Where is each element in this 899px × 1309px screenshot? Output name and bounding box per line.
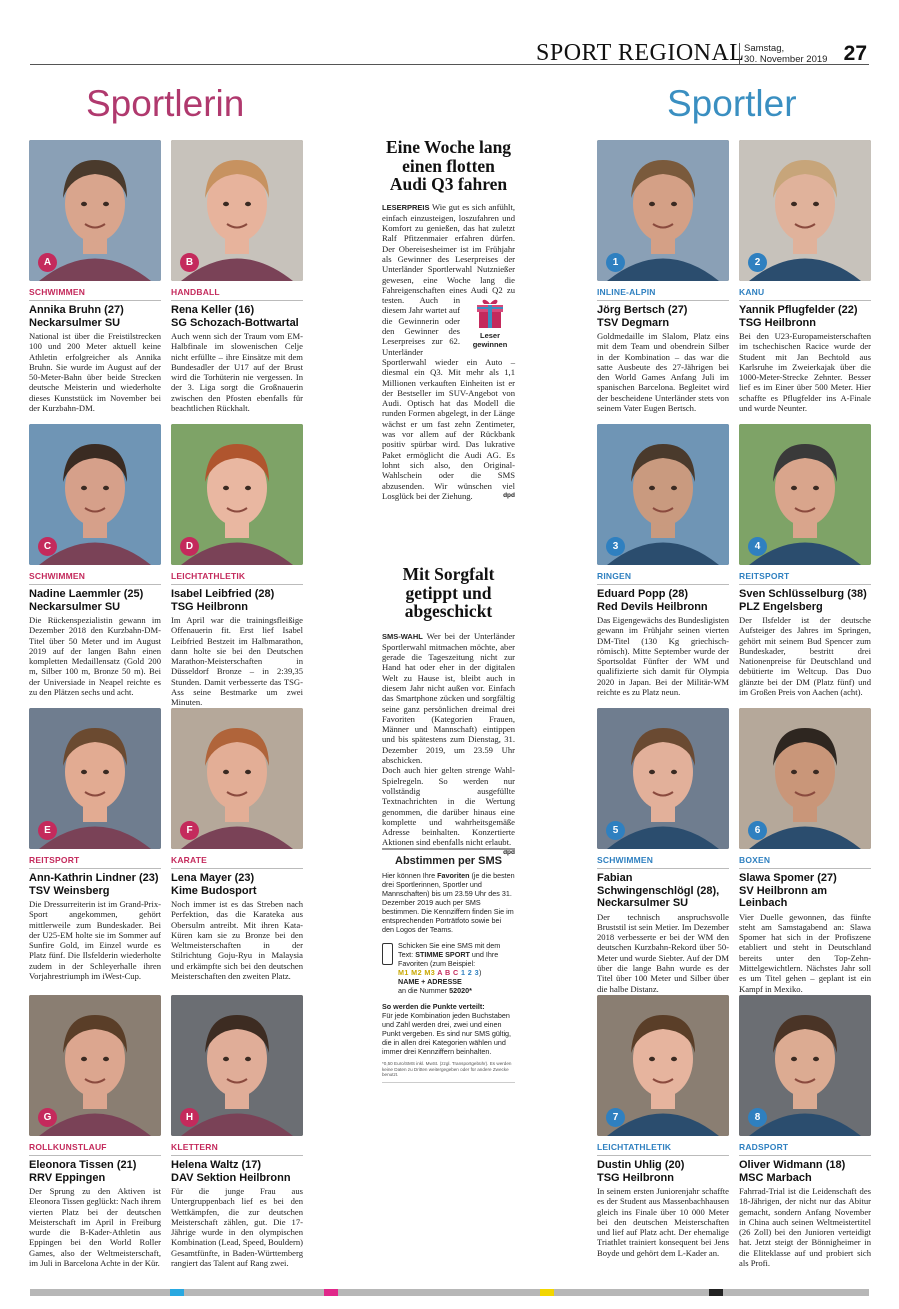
athlete-name: Yannik Pflugfelder (22) [739, 304, 858, 316]
sport-label: LEICHTATHLETIK [597, 1142, 729, 1156]
athlete-photo [29, 424, 161, 565]
athlete-bio: Fahrrad-Trial ist die Leidenschaft des 18-Jährigen, der nicht nur das Abitur gemacht, sondern Anfang November in China auch seinen Weltmeistertitel (26 Zoll) bei den Junioren verteidigt hat. Jetzt steigt der Bönnigheimer in die Eliteklasse auf und probiert sich als Profi. [739, 1186, 871, 1269]
sms-steps [382, 941, 515, 995]
athlete-card [597, 708, 729, 994]
gift-graphic [465, 297, 515, 349]
athlete-name: Fabian Schwingenschlögl (28), Neckarsulmer SU [597, 872, 720, 909]
codes-teams: 1 2 3 [461, 968, 480, 977]
athlete-photo [597, 424, 729, 565]
athlete-name: Nadine Laemmler (25) [29, 588, 144, 600]
athlete-photo [597, 140, 729, 281]
athlete-club: TSG Heilbronn [597, 1171, 674, 1184]
athlete-bio: National ist über die Freistilstrecken 100 und 200 Meter aktuell keine Athletin erfolgreicher als Annika Bruhn. Sie wurde im August auf der 50-Meter-Bahn über beide Strecken deutsche Meisterin und wiederholte dieses Kunststück im November bei der Kurzbahn-DM. [29, 331, 161, 414]
athlete-bio: In seinem ersten Juniorenjahr schaffte es der Student aus Massenbachhausen gleich ins Finale über 10 000 Meter bei den deutschen Meisterschaften und lief auf Platz acht. Der ehemalige Triathlet trainiert konsequent bei Jens Boyde und gehört dem L-Kader an. [597, 1186, 729, 1258]
athlete-club: RRV Eppingen [29, 1171, 106, 1184]
athlete-photo [29, 708, 161, 849]
candidate-badge: B [180, 253, 199, 272]
athlete-name: Lena Mayer (23) [171, 872, 255, 884]
candidate-badge: 4 [748, 537, 767, 556]
candidate-badge: 8 [748, 1108, 767, 1127]
athlete-bio: Der technisch anspruchsvolle Bruststil ist sein Metier. Im Dezember 2018 verbesserte er bei der WM den deutschen Kurzbahn-Rekord über 50-Meter und wurde Siebter. Auf der DM über die lange Bahn wurde es der Titel über 100 Meter und Silber über die halbe Distanz. [597, 911, 729, 994]
article-leserpreis [382, 138, 515, 501]
candidate-badge: E [38, 821, 57, 840]
sms-step1: Schicken Sie eine SMS mit dem Text: [398, 941, 501, 959]
sport-label: SCHWIMMEN [597, 855, 729, 869]
article-signature: dpd [503, 491, 515, 499]
article-text-b: Doch auch hier gelten strenge Wahl-Spielregeln. So werden nur vollständig ausgefüllte Textnachrichten in die Wertung genommen, die darüber hinaus eine komplette und wahrheitsgemäße Adresse beinhalten. Konzertierte Aktionen sind ebenfalls nicht erlaubt. [382, 765, 515, 848]
sport-label: ROLLKUNSTLAUF [29, 1142, 161, 1156]
athlete-club: TSG Heilbronn [739, 316, 816, 329]
athlete-bio: Die Rückenspezialistin gewann im Dezember 2018 den Kurzbahn-DM-Titel über 50 Meter und im August 2019 auf der langen Bahn einen kompletten Medaillensatz (Gold 200 m, Silber 100 m, Bronze 50 m). Bei der Universiade in Neapel reichte es zu den Plätzen sechs und acht. [29, 615, 161, 698]
athlete-bio: Vier Duelle gewonnen, das fünfte steht am Samstagabend an: Slawa Spomer hat sich in der Profiszene etabliert und steht in Deutschland bereits unter den Top-Zehn-Mittelgewichtlern. Nächstes Jahr soll es um Titel gehen – geplant ist ein Kampf in Mexiko. [739, 911, 871, 994]
sms-number-label: an die Nummer [398, 986, 450, 995]
athlete-photo [171, 708, 303, 849]
athlete-club: DAV Sektion Heilbronn [171, 1171, 291, 1184]
sport-label: KANU [739, 287, 871, 301]
sport-label: SCHWIMMEN [29, 287, 161, 301]
codes-men: M1 M2 M3 [398, 968, 436, 977]
article-text-b: Auch in diesem Jahr wartet auf die Gewinnerin oder den Gewinner des Leserpreises zur 62. Unterländer Sportlerwahl wieder ein Auto – diesmal ein Q3. Mit mehr als 1,1 Millionen verkauften Einheiten ist er der Bestseller im SUV-Angebot von Audi. Optisch hat das Modell die runden Formen abgelegt, in der Länge wächst er um fast zehn Zentimeter, was vor allem auf der Rückbank positiv spürbar wird. [382, 295, 515, 450]
article-kicker: SMS-WAHL [382, 631, 423, 641]
athlete-photo [171, 140, 303, 281]
athlete-club: TSG Heilbronn [171, 600, 248, 613]
athlete-card [171, 708, 303, 981]
athlete-club: Neckarsulmer SU [29, 600, 121, 613]
date-weekday: Samstag, [744, 43, 785, 54]
athlete-photo [597, 708, 729, 849]
print-mark-black [709, 1289, 723, 1296]
sms-name-address: NAME + ADRESSE [398, 977, 462, 986]
athlete-bio: Der Sprung zu den Aktiven ist Eleonora Tissen geglückt: Nach ihrem vierten Platz bei der deutschen Meisterschaft im April in Freiburg wurde die B-Kader-Athletin aus Eppingen bei den World Roller Games, also der Weltmeisterschaft, im Juli in Barcelona Achte in der Kür. [29, 1186, 161, 1269]
sport-label: KARATE [171, 855, 303, 869]
page-number: 27 [843, 42, 867, 65]
article-sms-wahl [382, 565, 515, 858]
gift-icon [475, 297, 505, 329]
athlete-card [739, 424, 871, 697]
sport-label: RINGEN [597, 571, 729, 585]
athlete-card [597, 995, 729, 1258]
athlete-card [739, 708, 871, 994]
candidate-badge: 1 [606, 253, 625, 272]
article-body [382, 202, 515, 502]
athlete-name: Ann-Kathrin Lindner (23) [29, 872, 159, 884]
sport-label: REITSPORT [739, 571, 871, 585]
athlete-bio: Der Ilsfelder ist der deutsche Aufsteiger des Jahres im Springen, gehört mit seinem Bud Spencer zum Bundeskader, bestritt drei Nationenpreise für Deutschland und debütierte im Weltcup. Das Duo glänzte bei der DM (Platz fünf) und im Großen Preis von Aachen (acht). [739, 615, 871, 698]
sport-label: SCHWIMMEN [29, 571, 161, 585]
athlete-card [739, 140, 871, 413]
sms-footnote: *0,50 Euro/SMS inkl. MwSt. (zzgl. Transportgebühr). Es werden keine Daten zu Dritten weitergegeben oder für andere Zwecke benutzt. [382, 1061, 515, 1083]
points-title: So werden die Punkte verteilt: [382, 1002, 485, 1011]
athlete-name: Eleonora Tissen (21) [29, 1159, 137, 1171]
candidate-badge: G [38, 1108, 57, 1127]
athlete-photo [739, 995, 871, 1136]
athlete-bio: Für die junge Frau aus Untergruppenbach lief es bei den Wettkämpfen, die zur deutschen Meisterschaft zählen, gut. Die 17-Jährige wurde in den olympischen Kombination (Lead, Speed, Bouldern) Gesamtfünfte, in Baden-Württemberg rangiert das Talent auf Rang zwei. [171, 1186, 303, 1269]
sport-label: REITSPORT [29, 855, 161, 869]
athlete-club: SG Schozach-Bottwartal [171, 316, 299, 329]
athlete-club: MSC Marbach [739, 1171, 812, 1184]
print-mark-cyan [170, 1289, 184, 1296]
article-text-c: Das lukrative Paket ermöglicht die Audi AG. Es lohnt sich also, den Original-Wahlschein oder die SMS abzusenden. Wir wünschen viel Losglück bei der Ziehung. [382, 439, 515, 501]
sms-heading: Abstimmen per SMS [395, 855, 502, 867]
article-signature: dpd [503, 848, 515, 856]
candidate-badge: C [38, 537, 57, 556]
candidate-badge: 6 [748, 821, 767, 840]
athlete-name: Slawa Spomer (27) [739, 872, 837, 884]
candidate-badge: H [180, 1108, 199, 1127]
section-title: SPORT REGIONAL [536, 40, 745, 66]
athlete-bio: Noch immer ist es das Streben nach Perfektion, das die Karateka aus Obersulm antreibt. Mit ihren Kata-Küren kam sie zu Bronze bei den Weltmeisterschaften in der Stilrichtung Goju-Ryu in Malaysia und erkämpfte sich bei den deutschen Meisterschaften den zweiten Platz. [171, 899, 303, 982]
athlete-name: Rena Keller (16) [171, 304, 255, 316]
header-rule [30, 64, 869, 65]
athlete-club: Kime Budosport [171, 884, 257, 897]
article-body [382, 630, 515, 856]
gift-caption: Leser gewinnen [472, 331, 508, 350]
sms-step2: und Ihre Favoriten (zum Beispiel: [398, 950, 499, 968]
athlete-club: SV Heilbronn am Leinbach [739, 884, 828, 909]
sport-label: HANDBALL [171, 287, 303, 301]
article-headline: Eine Woche lang einen flotten Audi Q3 fahren [385, 137, 512, 194]
athlete-photo [739, 424, 871, 565]
athlete-bio: Auch wenn sich der Traum vom EM-Halbfinale im slowenischen Celje nicht erfüllte – ihre Einsätze mit dem Bundesadler der U17 auf der Brust wird die Torhüterin nie vergessen. In der 3. Liga sorgt die Großnauerin zwischen den Pfosten ebenfalls für beachtlichen Rückhalt. [171, 331, 303, 414]
athlete-card [597, 424, 729, 697]
athlete-bio: Bei den U23-Europameisterschaften im tschechischen Racice wurde der Student mit Jan Bechtold aus Karlsruhe im Zweierkajak über die 1000-Meter-Strecke Zehnter. Besser lief es im Einer über 500 Meter. Hier schaffte es Pflugfelder ins A-Finale und wurde Neunter. [739, 331, 871, 414]
sport-label: INLINE-ALPIN [597, 287, 729, 301]
athlete-card [171, 424, 303, 708]
athlete-bio: Goldmedaille im Slalom, Platz eins mit dem Team und obendrein Silber in der Kombination – das war die satte Ausbeute des 27-Jährigen bei den World Games Anfang Juli im spanischen Barcelona. Begleitet wird der bescheidene Unterländer stets von seinem Vater Eugen Bertsch. [597, 331, 729, 414]
athlete-card [171, 140, 303, 413]
athlete-club: PLZ Engelsberg [739, 600, 823, 613]
sport-label: RADSPORT [739, 1142, 871, 1156]
print-mark-yellow [540, 1289, 554, 1296]
section-title-women: Sportlerin [86, 83, 245, 124]
athlete-bio: Im April war die trainingsfleißige Offenauerin fit. Erst lief Isabel Leibfried Bestzeit im Halbmarathon, dann holte sie bei den Deutschen Marathon-Meisterschaften in Düsseldorf Bronze – in 2:39,35 Stunden. Damit verbesserte das TSG-Ass seine Bestmarke um zwei Minuten. [171, 615, 303, 708]
candidate-badge: A [38, 253, 57, 272]
athlete-card [29, 140, 161, 413]
points-text: Für jede Kombination jeden Buchstaben und Zahl werden drei, zwei und einen Punkt vergeben. Es sind nur SMS gültig, die in allen drei Kategorien wählen und immer drei Kennziffern beinhalten. [382, 1011, 512, 1056]
article-text-a: Wer bei der Unterländer Sportlerwahl mitmachen möchte, aber gerade die Tageszeitung nicht zur Hand hat oder eher in der digitalen Welt zu Hause ist, bleibt auch in diesem Jahr nicht außen vor. Einfach das Smartphone zücken und sorgfältig seine ganz persönlichen dreimal drei Favoriten (Kategorien Frauen, Männer und Mannschaft) eintippen und bis spätestens zum Dienstag, 31. Dezember 2019, um 23.59 Uhr abschicken. [382, 630, 515, 766]
sms-intro-bold: Favoriten [437, 871, 470, 880]
athlete-club: TSV Weinsberg [29, 884, 110, 897]
athlete-card [171, 995, 303, 1268]
candidate-badge: F [180, 821, 199, 840]
sms-intro-b: (je die besten drei Sportlerinnen, Sportler und Mannschaften) bis um 23.59 Uhr des 31. Dezember 2019 auch per SMS bestimmen. Die Kennziffern finden Sie im entsprechenden Porträtfoto sowie bei den Logos der Teams. [382, 871, 515, 934]
athlete-photo [739, 140, 871, 281]
athlete-club: Neckarsulmer SU [29, 316, 121, 329]
athlete-photo [597, 995, 729, 1136]
sport-label: LEICHTATHLETIK [171, 571, 303, 585]
athlete-card [739, 995, 871, 1268]
sms-intro [382, 871, 515, 934]
article-headline: Mit Sorgfalt getippt und abgeschickt [402, 564, 495, 621]
date-line [739, 43, 827, 65]
date-full: 30. November 2019 [744, 54, 828, 65]
article-text-a: Wie gut es sich anfühlt, einfach einzusteigen, loszufahren und Komfort zu genießen, das hat zuletzt Ralf Pfitzenmaier erfahren dürfen. Der Obereisesheimer ist im Frühjahr als Gewinner des Leserpreises der Unterländer Sportlerwahl Nutznießer gewesen, eine Woche lang die Fahreigenschaften eines Audi Q2 zu testen. [382, 201, 515, 306]
athlete-photo [29, 995, 161, 1136]
phone-icon [382, 943, 393, 965]
athlete-bio: Die Dressurreiterin ist im Grand-Prix-Sport angekommen, gehört mittlerweile zum Bundeskader. Bei der U25-EM holte sie im Sommer auf Sunfire Gold, im Einzel wurde es Platz fünf. Die Ilsfelderin wiederholte zudem in der Schleyerhalle ihren Vorjahrestriumph im iWest-Cup. [29, 899, 161, 982]
section-title-men: Sportler [667, 83, 797, 124]
athlete-card [29, 424, 161, 697]
athlete-name: Isabel Leibfried (28) [171, 588, 275, 600]
codes-women: A B C [437, 968, 459, 977]
athlete-photo [171, 995, 303, 1136]
athlete-name: Annika Bruhn (27) [29, 304, 124, 316]
athlete-card [29, 708, 161, 981]
sms-intro-a: Hier können Ihre [382, 871, 438, 880]
athlete-photo [739, 708, 871, 849]
article-kicker: LESERPREIS [382, 202, 430, 212]
athlete-card [597, 140, 729, 413]
athlete-name: Oliver Widmann (18) [739, 1159, 846, 1171]
athlete-name: Helena Waltz (17) [171, 1159, 262, 1171]
sport-label: KLETTERN [171, 1142, 303, 1156]
athlete-name: Dustin Uhlig (20) [597, 1159, 685, 1171]
athlete-name: Jörg Bertsch (27) [597, 304, 688, 316]
sms-codes [398, 968, 482, 977]
athlete-card [29, 995, 161, 1268]
sms-number: 52020* [449, 986, 472, 995]
sms-keyword: STIMME SPORT [415, 950, 470, 959]
athlete-club: Red Devils Heilbronn [597, 600, 708, 613]
athlete-name: Sven Schlüsselburg (38) [739, 588, 867, 600]
athlete-name: Eduard Popp (28) [597, 588, 689, 600]
sms-info-box [382, 848, 515, 1083]
candidate-badge: D [180, 537, 199, 556]
candidate-badge: 2 [748, 253, 767, 272]
print-mark-magenta [324, 1289, 338, 1296]
sms-instructions [398, 941, 515, 995]
print-control-bar [30, 1289, 869, 1296]
athlete-photo [171, 424, 303, 565]
sms-step3: ) [479, 968, 482, 977]
athlete-bio: Das Eigengewächs des Bundesligisten gewann im Frühjahr seinen vierten DM-Titel (130 Kg griechisch-römisch). Mitte September wurde der Sportsoldat Fünfter der WM und qualifizierte sich damit für Olympia 2020 in Japan. Bei der Militär-WM reichte es zu Platz neun. [597, 615, 729, 698]
candidate-badge: 7 [606, 1108, 625, 1127]
athlete-photo [29, 140, 161, 281]
athlete-club: TSV Degmarn [597, 316, 670, 329]
candidate-badge: 5 [606, 821, 625, 840]
candidate-badge: 3 [606, 537, 625, 556]
sport-label: BOXEN [739, 855, 871, 869]
